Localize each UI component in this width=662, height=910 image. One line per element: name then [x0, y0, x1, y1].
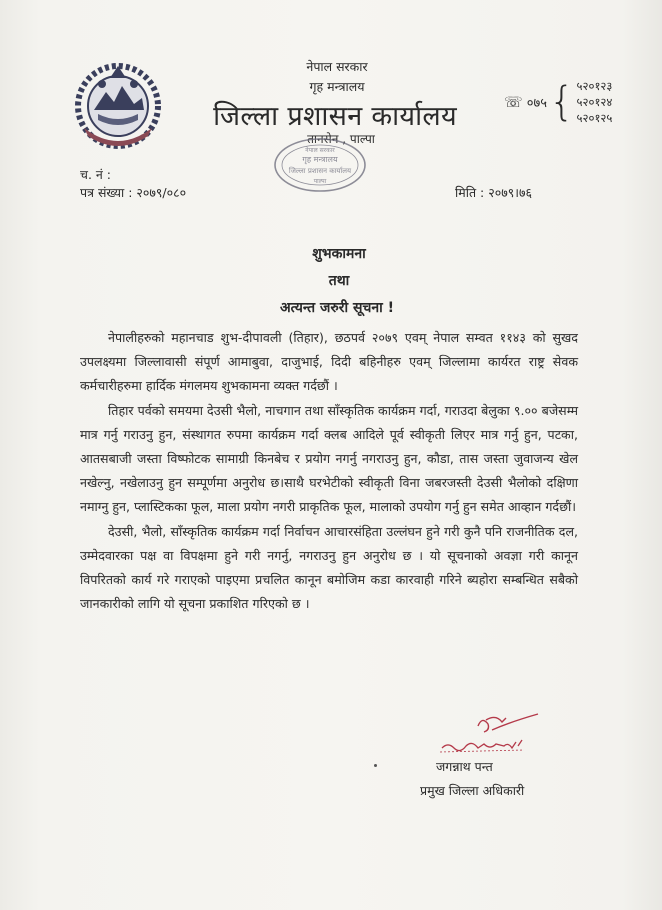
telephone-icon: ☏ — [504, 93, 523, 111]
signatory-title: प्रमुख जिल्ला अधिकारी — [420, 783, 525, 798]
government-name: नेपाल सरकार — [306, 59, 368, 74]
stamp-text: पाल्पा — [313, 178, 327, 185]
phone-number: ५२०१२४ — [576, 95, 613, 109]
title-urgent-notice: अत्यन्त जरुरी सूचना ! — [279, 300, 395, 316]
letter-date: मिति : २०७९।७६ — [455, 185, 532, 200]
chalani-number: च. नं : — [80, 167, 112, 182]
body-paragraph: नेपालीहरुको महानचाड शुभ-दीपावली (तिहार), छठपर्व २०७९ एवम् नेपाल सम्वत ११४३ को सुखद उपलक्ष्यमा जिल्लावासी संपूर्ण आमाबुवा, दाजुभाई, दिदी बहिनीहरु एवम् जिल्लामा कार्यरत राष्ट्र सेवक कर्मचारीहरुमा हार्दिक मंगलमय शुभकामना व्यक्त गर्दछौं । — [80, 330, 578, 394]
signatory-name: जगन्नाथ पन्त — [436, 759, 493, 774]
stamp-text: गृह मन्त्रालय — [302, 155, 338, 164]
stamp-text: जिल्ला प्रशासन कार्यालय — [288, 167, 352, 175]
phone-code: ०७५ — [526, 96, 548, 111]
phone-numbers — [577, 78, 613, 126]
office-stamp — [272, 136, 368, 194]
ink-dot — [374, 764, 377, 767]
office-title: जिल्ला प्रशासन कार्यालय — [213, 101, 457, 132]
phone-number: ५२०१२५ — [576, 111, 613, 125]
body-paragraph: तिहार पर्वको समयमा देउसी भैलो, नाचगान तथा साँस्कृतिक कार्यक्रम गर्दा, गराउदा बेलुका ९.०० बजेसम्म मात्र गर्नु गराउनु हुन, संस्थागत रुपमा कार्यक्रम गर्दा क्लब आदिले पूर्व स्वीकृती लिएर मात्र गर्नु हुन, पटका, आतसबाजी जस्ता विष्फोटक सामाग्री किनबेच र प्रयोग नगर्नु नगराउनु हुन, कौडा, तास जस्ता जुवाजन्य खेल नखेल्नु, नखेलाउनु हुन सम्पूर्णमा अनुरोध छ।साथै घरभेटीको स्वीकृती विना जबरजस्ती देउसी भैलोको दक्षिणा नमाग्नु हुन, प्लास्टिकका फूल, माला प्रयोग नगरी प्राकृतिक फूल, मालाको उपयोग गर्नु हुन समेत आव्हान गर्दछौं। — [80, 402, 578, 515]
signature — [420, 712, 550, 764]
body-paragraph: देउसी, भैलो, साँस्कृतिक कार्यक्रम गर्दा निर्वाचन आचारसंहिता उल्लंघन हुने गरी कुनै पनि राजनीतिक दल, उम्मेदवारका पक्ष वा विपक्षमा हुने गरी नगर्नु, नगराउनु हुन अनुरोध छ । यो सूचनाको अवज्ञा गरी कानून विपरितको कार्य गरे गराएको पाइएमा प्रचलित कानून बमोजिम कडा कारवाही गरिने ब्यहोरा सम्बन्धित सबैको जानकारीको लागि यो सूचना प्रकाशित गरिएको छ । — [80, 523, 578, 612]
notice-body — [80, 326, 578, 616]
title-greetings: शुभकामना — [312, 246, 366, 262]
ministry-name: गृह मन्त्रालय — [309, 79, 365, 94]
title-conjunction: तथा — [328, 273, 350, 289]
brace-icon: { — [549, 79, 575, 125]
stamp-text: नेपाल सरकार — [305, 147, 335, 154]
letter-number: पत्र संख्या : २०७९/०८० — [80, 185, 187, 200]
phone-number: ५२०१२३ — [576, 79, 613, 93]
phone-block — [504, 78, 612, 126]
office-location: तानसेन , पाल्पा — [307, 132, 375, 146]
